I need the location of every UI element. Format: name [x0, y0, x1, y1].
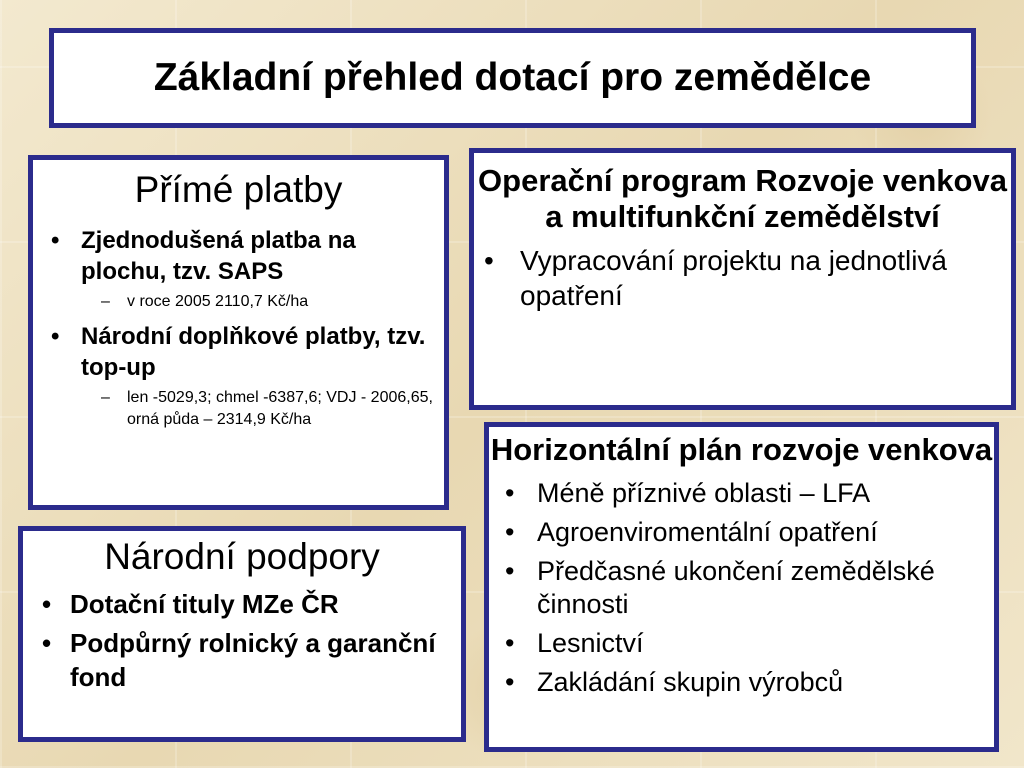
horizontalni-plan-list — [489, 477, 994, 699]
list-item: • Zakládání skupin výrobců — [537, 666, 994, 699]
narodni-podpory-box — [18, 526, 466, 742]
list-item: • Vypracování projektu na jednotlivá opatření — [520, 243, 1011, 314]
sublist — [81, 387, 444, 430]
sublist — [81, 291, 444, 313]
list-item: • Předčasné ukončení zemědělské činnosti — [537, 555, 994, 621]
list-item: • Lesnictví — [537, 627, 994, 660]
list-item: • Dotační tituly MZe ČR — [70, 588, 461, 622]
op-rozvoje-heading: Operační program Rozvoje venkova a multifunkční zemědělství — [478, 163, 1007, 234]
horizontalni-plan-heading: Horizontální plán rozvoje venkova — [490, 432, 993, 467]
list-item-text: Zjednodušená platba na plochu, tzv. SAPS — [81, 226, 356, 285]
prime-platby-box — [28, 155, 449, 510]
slide-title: Základní přehled dotací pro zemědělce — [153, 56, 872, 99]
list-item: • Agroenviromentální opatření — [537, 516, 994, 549]
narodni-podpory-list — [23, 588, 461, 695]
list-item — [81, 225, 444, 313]
prime-platby-list — [33, 225, 444, 431]
op-rozvoje-list — [474, 243, 1011, 314]
list-item: • Podpůrný rolnický a garanční fond — [70, 627, 461, 695]
sublist-item: – len -5029,3; chmel -6387,6; VDJ - 2006,65, orná půda – 2314,9 Kč/ha — [127, 387, 444, 430]
sublist-item: – v roce 2005 2110,7 Kč/ha — [127, 291, 444, 313]
narodni-podpory-heading: Národní podpory — [104, 536, 380, 577]
list-item: • Méně příznivé oblasti – LFA — [537, 477, 994, 510]
list-item — [81, 321, 444, 431]
title-box — [49, 28, 976, 128]
horizontalni-plan-box — [484, 422, 999, 752]
prime-platby-heading: Přímé platby — [134, 169, 343, 210]
op-rozvoje-box — [469, 148, 1016, 410]
list-item-text: Národní doplňkové platby, tzv. top-up — [81, 322, 426, 381]
